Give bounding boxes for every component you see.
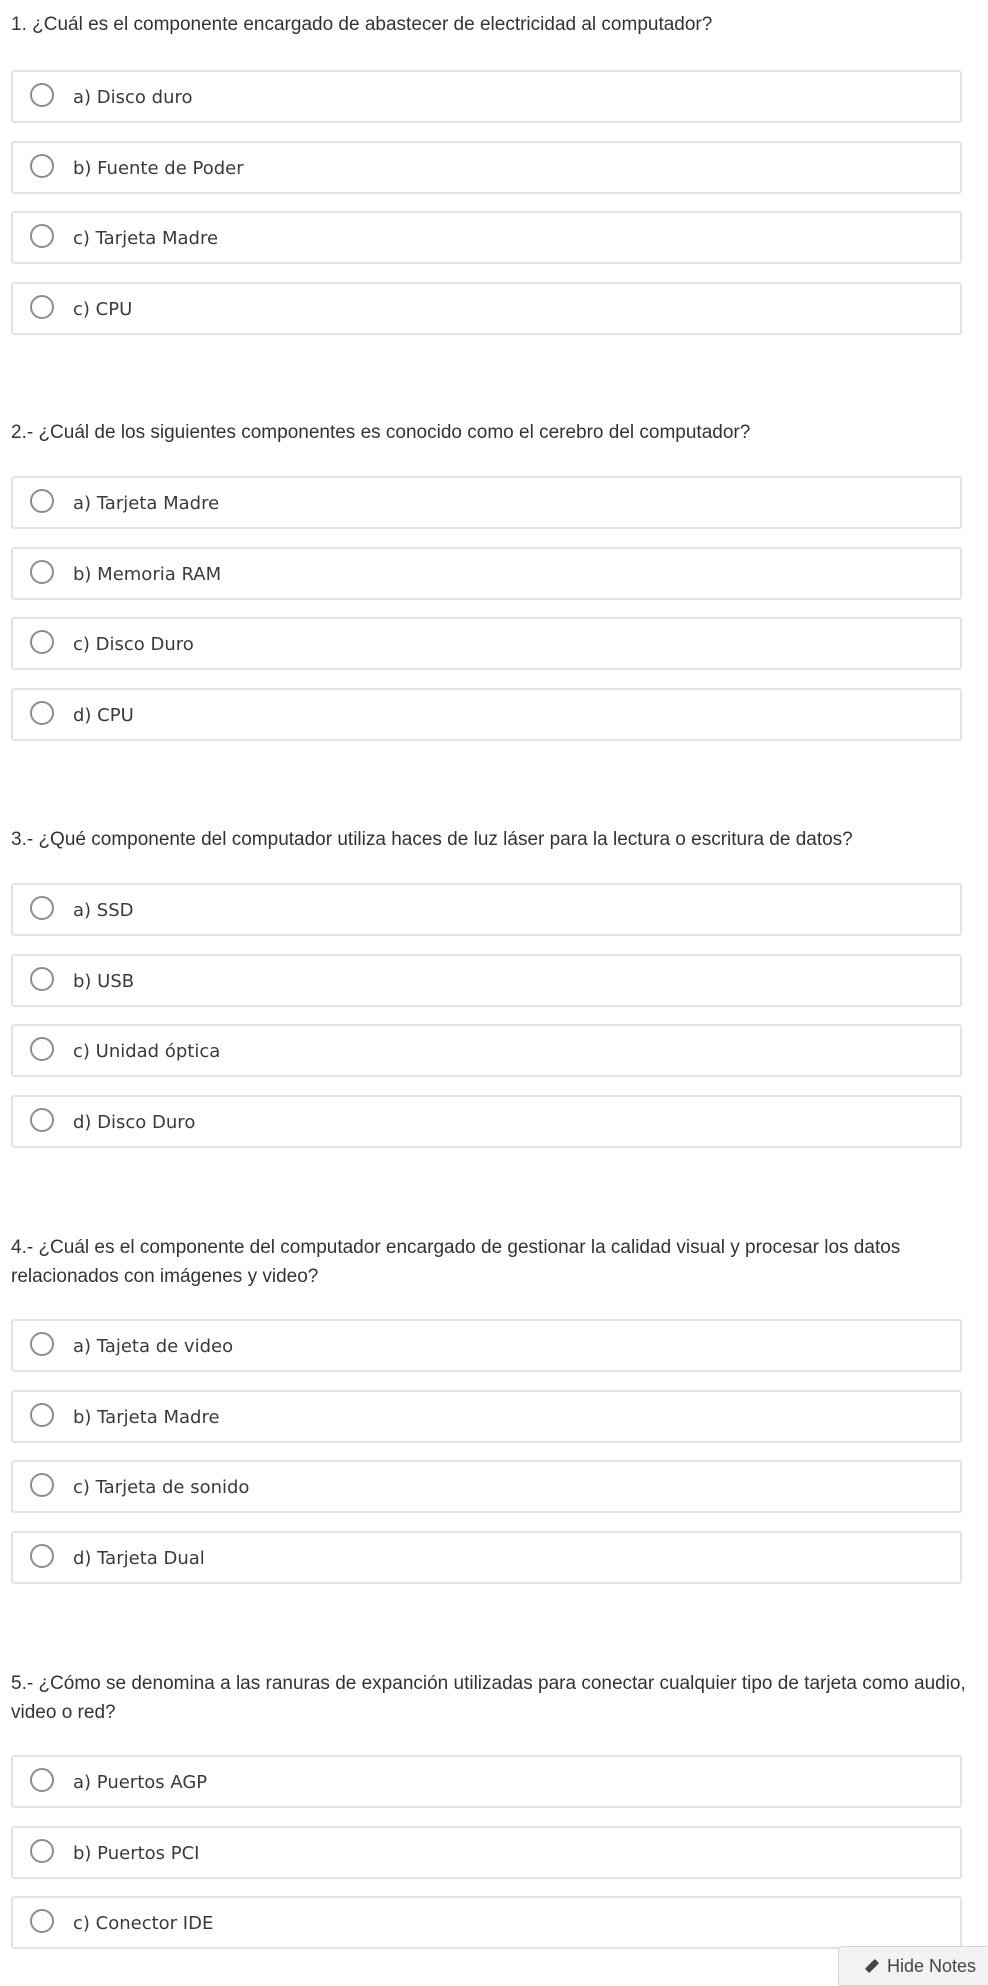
answer-option-label: a) Disco duro [73, 87, 193, 108]
answer-option[interactable] [11, 1531, 962, 1584]
radio-button-icon[interactable] [30, 560, 54, 584]
answer-option-label: c) Tarjeta de sonido [73, 1477, 250, 1498]
answer-option-label: c) Tarjeta Madre [73, 228, 219, 249]
answer-option[interactable] [11, 70, 962, 123]
radio-button-icon[interactable] [30, 1332, 54, 1356]
radio-button-icon[interactable] [30, 1108, 54, 1132]
answer-option-label: c) CPU [73, 299, 133, 320]
question-text: 2.- ¿Cuál de los siguientes componentes es conocido como el cerebro del computador? [11, 422, 751, 443]
radio-button-icon[interactable] [30, 701, 54, 725]
answer-option-label: a) Puertos AGP [73, 1772, 208, 1793]
answer-option[interactable] [11, 141, 962, 194]
answer-option-label: b) Puertos PCI [73, 1843, 200, 1864]
answer-option[interactable] [11, 954, 962, 1007]
answer-option[interactable] [11, 282, 962, 335]
hide-notes-label: Hide Notes [887, 1956, 977, 1976]
radio-button-icon[interactable] [30, 489, 54, 513]
radio-button-icon[interactable] [30, 1909, 54, 1933]
answer-option-label: a) Tarjeta Madre [73, 493, 220, 514]
answer-option[interactable] [11, 476, 962, 529]
pencil-icon [865, 1959, 879, 1973]
answer-option[interactable] [11, 1896, 962, 1949]
question-text: 3.- ¿Qué componente del computador utiliza haces de luz láser para la lectura o escritura de datos? [11, 829, 853, 850]
answer-option-label: a) SSD [73, 900, 134, 921]
answer-option-label: c) Disco Duro [73, 634, 194, 655]
answer-option[interactable] [11, 1826, 962, 1879]
answer-option[interactable] [11, 617, 962, 670]
answer-option[interactable] [11, 1095, 962, 1148]
answer-option[interactable] [11, 1024, 962, 1077]
answer-option-label: d) Tarjeta Dual [73, 1548, 205, 1569]
answer-option[interactable] [11, 547, 962, 600]
radio-button-icon[interactable] [30, 154, 54, 178]
radio-button-icon[interactable] [30, 630, 54, 654]
answer-option-label: b) USB [73, 971, 135, 992]
radio-button-icon[interactable] [30, 1403, 54, 1427]
radio-button-icon[interactable] [30, 967, 54, 991]
answer-option-label: b) Fuente de Poder [73, 158, 244, 179]
radio-button-icon[interactable] [30, 1037, 54, 1061]
question-text: 5.- ¿Cómo se denomina a las ranuras de expanción utilizadas para conectar cualquier tipo de tarjeta como audio, video o red? [11, 1673, 966, 1723]
hide-notes-button[interactable] [838, 1946, 988, 1986]
answer-option-label: b) Tarjeta Madre [73, 1407, 220, 1428]
answer-option[interactable] [11, 1390, 962, 1443]
answer-option[interactable] [11, 1755, 962, 1808]
radio-button-icon[interactable] [30, 1839, 54, 1863]
answer-option-label: c) Unidad óptica [73, 1041, 221, 1062]
radio-button-icon[interactable] [30, 295, 54, 319]
radio-button-icon[interactable] [30, 1544, 54, 1568]
radio-button-icon[interactable] [30, 83, 54, 107]
answer-option-label: b) Memoria RAM [73, 564, 222, 585]
answer-option[interactable] [11, 211, 962, 264]
answer-option[interactable] [11, 1460, 962, 1513]
answer-option-label: a) Tajeta de video [73, 1336, 234, 1357]
answer-option-label: d) Disco Duro [73, 1112, 196, 1133]
answer-option[interactable] [11, 688, 962, 741]
question-text: 1. ¿Cuál es el componente encargado de abastecer de electricidad al computador? [11, 14, 713, 35]
answer-option[interactable] [11, 1319, 962, 1372]
radio-button-icon[interactable] [30, 224, 54, 248]
radio-button-icon[interactable] [30, 896, 54, 920]
answer-option-label: c) Conector IDE [73, 1913, 214, 1934]
answer-option[interactable] [11, 883, 962, 936]
radio-button-icon[interactable] [30, 1768, 54, 1792]
radio-button-icon[interactable] [30, 1473, 54, 1497]
answer-option-label: d) CPU [73, 705, 134, 726]
question-text: 4.- ¿Cuál es el componente del computador encargado de gestionar la calidad visual y procesar los datos relacionados con imágenes y video? [11, 1237, 901, 1287]
